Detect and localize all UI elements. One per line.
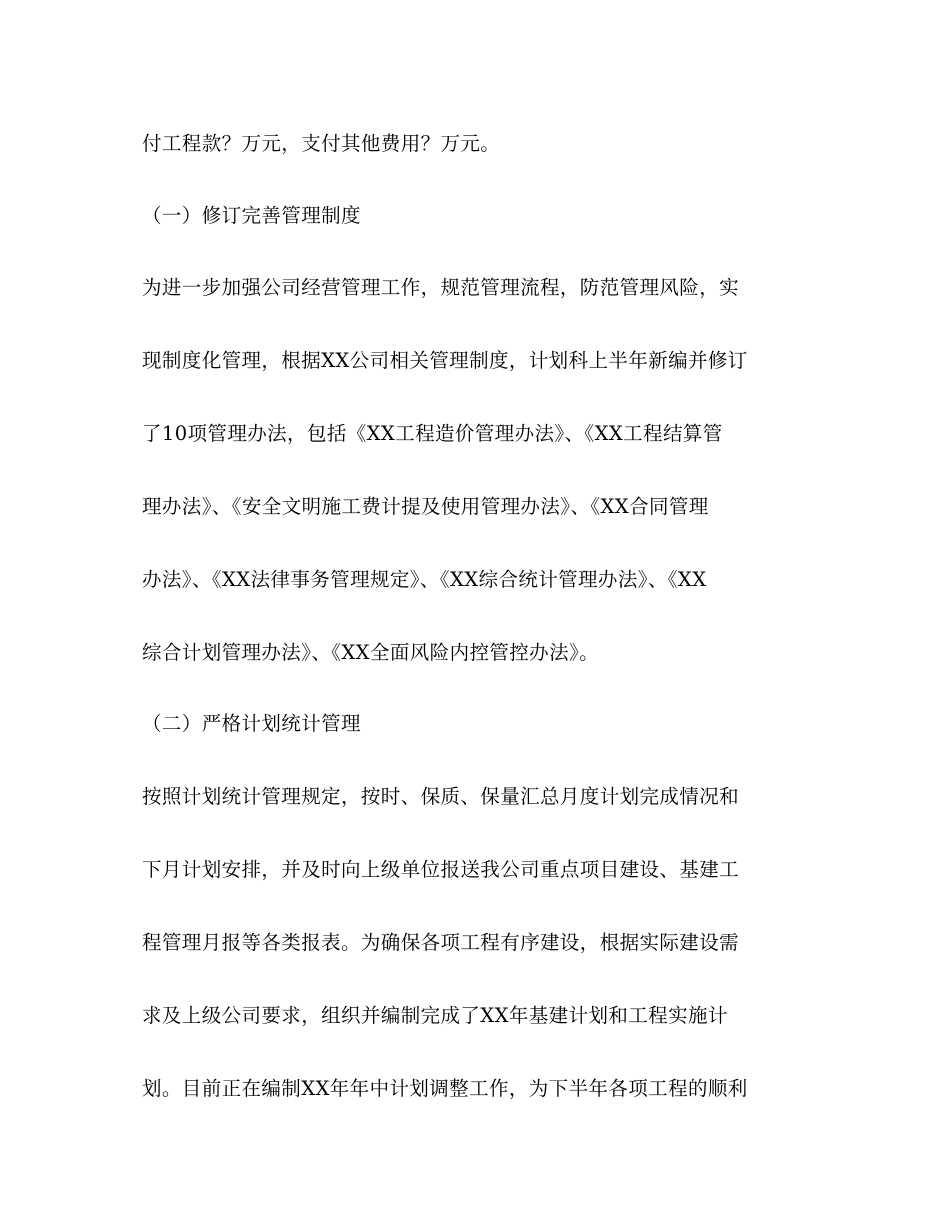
paragraph-line: 求及上级公司要求，组织并编制完成了XX年基建计划和工程实施计 xyxy=(142,1004,728,1027)
paragraph-line: 下月计划安排，并及时向上级单位报送我公司重点项目建设、基建工 xyxy=(142,858,740,881)
paragraph-line: 办法》、《XX法律事务管理规定》、《XX综合统计管理办法》、《XX xyxy=(142,568,707,591)
section-heading-revise-management-system: （一）修订完善管理制度 xyxy=(142,204,361,227)
paragraph-line: 理办法》、《安全文明施工费计提及使用管理办法》、《XX合同管理 xyxy=(142,495,709,518)
paragraph-line: 现制度化管理，根据XX公司相关管理制度，计划科上半年新编并修订 xyxy=(142,349,748,372)
paragraph-line: 为进一步加强公司经营管理工作，规范管理流程，防范管理风险，实 xyxy=(142,276,740,299)
paragraph-line: 综合计划管理办法》、《XX全面风险内控管控办法》。 xyxy=(142,641,600,664)
paragraph-line: 付工程款？万元，支付其他费用？万元。 xyxy=(142,132,501,155)
paragraph-line: 划。目前正在编制XX年年中计划调整工作，为下半年各项工程的顺利 xyxy=(142,1077,748,1100)
paragraph-line: 按照计划统计管理规定，按时、保质、保量汇总月度计划完成情况和 xyxy=(142,785,740,808)
section-heading-plan-statistics-management: （二）严格计划统计管理 xyxy=(142,712,361,735)
paragraph-line: 程管理月报等各类报表。为确保各项工程有序建设，根据实际建设需 xyxy=(142,931,740,954)
paragraph-line: 了10项管理办法，包括《XX工程造价管理办法》、《XX工程结算管 xyxy=(142,422,723,445)
